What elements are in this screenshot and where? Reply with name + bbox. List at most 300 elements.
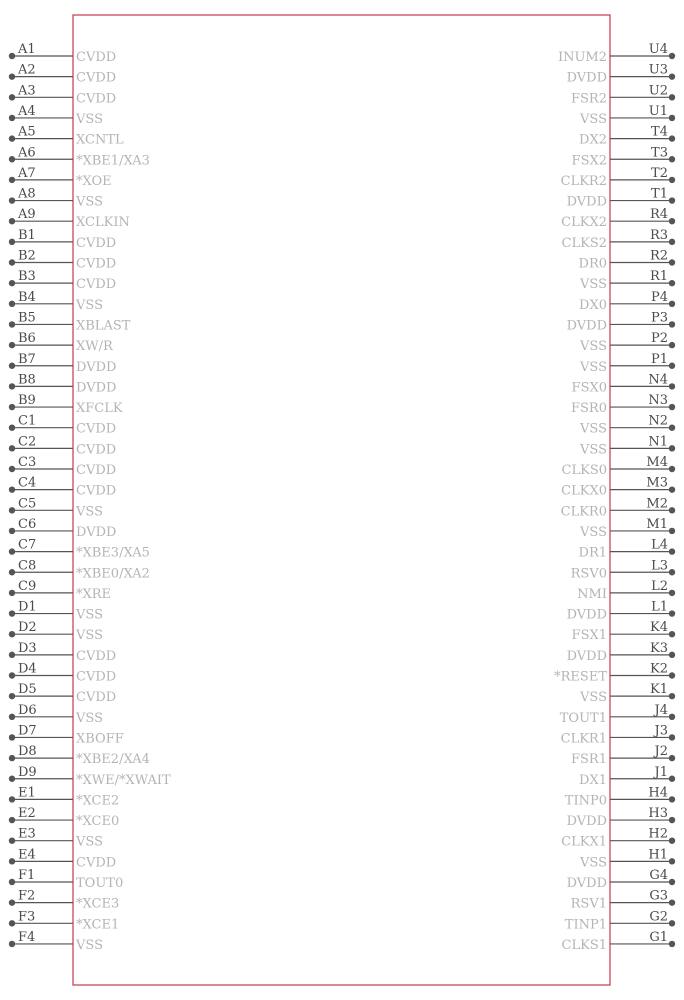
pin-number: D1 [18, 599, 37, 615]
pin-end-dot [669, 548, 675, 554]
pin-name: FSX2 [571, 153, 607, 169]
pin-end-dot [669, 693, 675, 699]
pin-end-dot [669, 899, 675, 905]
pin-end-dot [9, 135, 15, 141]
pin-end-dot [669, 445, 675, 451]
pin-end-dot [669, 652, 675, 658]
pin-end-dot [669, 342, 675, 348]
pin-end-dot [669, 817, 675, 823]
pin-number: M3 [646, 475, 668, 491]
pin-end-dot [9, 652, 15, 658]
left-pin [9, 269, 116, 292]
pin-number: L3 [651, 558, 668, 574]
left-pin [9, 42, 116, 65]
pin-end-dot [669, 218, 675, 224]
pin-end-dot [669, 383, 675, 389]
pin-number: B7 [18, 351, 36, 367]
pin-end-dot [669, 755, 675, 761]
pin-name: XCNTL [76, 132, 124, 148]
pin-name: VSS [76, 297, 103, 313]
pin-number: H4 [648, 785, 668, 801]
right-pin [560, 703, 675, 726]
pin-name: VSS [76, 710, 103, 726]
left-pin [9, 166, 112, 189]
pin-number: C8 [18, 558, 37, 574]
left-pin [9, 682, 116, 705]
pin-end-dot [669, 507, 675, 513]
pin-number: U4 [648, 42, 668, 57]
pin-end-dot [669, 135, 675, 141]
pin-number: T2 [651, 165, 668, 181]
pin-name: CLKX0 [561, 483, 607, 499]
pin-end-dot [669, 879, 675, 885]
pin-number: T3 [651, 145, 668, 161]
pin-name: VSS [76, 194, 103, 210]
pin-end-dot [669, 631, 675, 637]
pin-name: DVDD [566, 876, 607, 891]
pin-name: *XBE1/XA3 [76, 153, 150, 169]
pin-name: CLKX1 [561, 834, 607, 850]
pin-end-dot [9, 94, 15, 100]
pin-name: CLKR1 [560, 731, 607, 747]
pin-number: H2 [648, 826, 668, 842]
pin-name: CVDD [76, 648, 117, 664]
pin-name: CLKS2 [561, 235, 607, 251]
left-pin [9, 290, 103, 313]
pin-number: M1 [646, 516, 668, 532]
pin-number: F1 [18, 868, 36, 883]
right-pin [562, 930, 676, 953]
right-pin [562, 228, 676, 251]
pin-end-dot [9, 569, 15, 575]
pin-name: XBOFF [76, 731, 124, 747]
pin-end-dot [9, 776, 15, 782]
pin-name: *XRE [76, 586, 112, 602]
pin-name: VSS [580, 339, 607, 355]
pin-name: RSV0 [570, 566, 607, 582]
pin-end-dot [669, 466, 675, 472]
pin-end-dot [669, 177, 675, 183]
right-pin [571, 744, 675, 767]
left-pin [9, 806, 119, 829]
pin-number: A2 [18, 62, 36, 78]
right-pin [561, 723, 676, 746]
pin-name: *XCE2 [76, 793, 120, 809]
pin-name: DVDD [76, 380, 117, 396]
left-pin [9, 187, 103, 210]
pin-name: CVDD [76, 463, 117, 478]
pin-number: R1 [649, 269, 668, 285]
right-pin [561, 207, 675, 230]
right-pin [561, 166, 676, 189]
pin-name: FSR0 [571, 401, 607, 417]
pin-number: E2 [18, 806, 36, 822]
pin-end-dot [9, 817, 15, 823]
pin-end-dot [9, 301, 15, 307]
pin-name: CLKS1 [561, 937, 607, 953]
pin-end-dot [9, 177, 15, 183]
pin-name: XCLKIN [76, 215, 130, 231]
pin-name: DR0 [578, 256, 607, 272]
pin-number: J2 [654, 744, 668, 760]
right-pin [579, 538, 676, 561]
pin-number: K4 [650, 620, 668, 636]
pin-name: DX0 [579, 297, 607, 313]
pin-number: P1 [650, 351, 668, 367]
pin-end-dot [9, 714, 15, 720]
pin-end-dot [669, 920, 675, 926]
pin-number: C2 [18, 434, 37, 450]
pin-name: *XWE/*XWAIT [76, 772, 171, 788]
pin-number: B6 [18, 331, 36, 347]
pin-number: P2 [650, 331, 668, 347]
pin-number: P3 [650, 310, 668, 326]
pin-number: R2 [649, 248, 668, 264]
pin-number: C7 [18, 537, 37, 553]
right-pin [558, 42, 675, 65]
pin-name: VSS [76, 607, 103, 623]
right-pin [565, 909, 675, 932]
left-pin [9, 558, 150, 581]
right-pin [579, 269, 675, 292]
left-pin [9, 414, 116, 437]
pin-number: D4 [18, 661, 37, 677]
pin-end-dot [9, 280, 15, 286]
pin-end-dot [9, 218, 15, 224]
pin-number: K2 [650, 661, 668, 677]
left-pin [9, 620, 103, 643]
pin-number: R3 [649, 227, 668, 243]
pin-number: A8 [18, 186, 36, 202]
pin-name: DVDD [566, 70, 607, 86]
pin-name: CVDD [76, 669, 117, 685]
pin-end-dot [9, 342, 15, 348]
left-pin [9, 83, 116, 106]
pin-end-dot [9, 590, 15, 596]
pin-end-dot [669, 156, 675, 162]
left-pin [9, 249, 116, 272]
right-pin [579, 290, 675, 313]
pin-number: D8 [18, 744, 37, 760]
pin-end-dot [9, 755, 15, 761]
pin-end-dot [9, 693, 15, 699]
pin-number: A5 [18, 124, 36, 140]
pin-end-dot [669, 239, 675, 245]
pin-number: A6 [18, 145, 36, 161]
pin-number: D5 [18, 682, 37, 698]
pin-name: VSS [76, 628, 103, 644]
left-pin [9, 847, 116, 870]
pin-name: CVDD [76, 421, 117, 437]
pin-end-dot [669, 280, 675, 286]
pin-number: C4 [18, 475, 37, 491]
pin-number: G3 [649, 888, 668, 904]
pin-name: *XCE3 [76, 896, 120, 912]
pin-name: FSR1 [571, 752, 607, 768]
pin-end-dot [9, 631, 15, 637]
left-pin [9, 331, 114, 354]
pin-number: K1 [650, 682, 668, 698]
pin-name: DVDD [566, 648, 607, 664]
pin-number: U1 [648, 103, 668, 119]
right-pin [567, 641, 676, 664]
left-pin [9, 538, 150, 561]
pin-name: FSR2 [571, 91, 607, 107]
pin-name: *XCE1 [76, 917, 120, 933]
pin-end-dot [669, 590, 675, 596]
pin-name: XFCLK [76, 401, 123, 417]
left-pin [9, 517, 117, 540]
right-pin [579, 104, 675, 127]
pin-name: CLKR0 [560, 504, 607, 520]
pin-number: F3 [18, 909, 36, 925]
pin-name: DVDD [76, 359, 117, 375]
pin-number: C6 [18, 516, 37, 532]
pin-name: CVDD [76, 235, 117, 251]
pin-name: VSS [76, 111, 103, 127]
pin-number: J4 [654, 702, 668, 718]
pin-name: INUM2 [557, 50, 607, 65]
left-pin [9, 744, 150, 767]
right-pin [567, 600, 676, 623]
pin-end-dot [669, 404, 675, 410]
pin-name: VSS [580, 277, 607, 293]
pin-name: *XBE3/XA5 [76, 545, 150, 561]
pin-name: CLKX2 [561, 215, 607, 231]
left-pin [9, 352, 117, 375]
left-pin [9, 125, 124, 148]
left-pin [9, 600, 103, 623]
pin-end-dot [669, 569, 675, 575]
pin-end-dot [9, 425, 15, 431]
pin-number: A3 [18, 83, 36, 99]
pin-end-dot [9, 53, 15, 59]
right-pin [567, 310, 676, 333]
pin-name: DVDD [566, 194, 607, 210]
pin-name: *XBE2/XA4 [76, 752, 150, 768]
left-pin [9, 579, 111, 602]
right-pin [579, 682, 675, 705]
left-pin [9, 207, 130, 230]
pin-number: L2 [651, 578, 668, 594]
pin-number: N1 [648, 434, 668, 450]
pin-number: B1 [18, 227, 36, 243]
pin-end-dot [669, 528, 675, 534]
left-pin [9, 662, 116, 685]
pin-end-dot [9, 507, 15, 513]
right-pin [567, 187, 676, 210]
pin-number: A1 [18, 42, 36, 57]
left-pin [9, 372, 117, 395]
right-pin [572, 145, 676, 168]
pin-name: VSS [76, 504, 103, 520]
pin-name: TOUT1 [559, 710, 607, 726]
left-pin [9, 310, 131, 333]
left-pin [9, 434, 116, 457]
left-pin [9, 476, 116, 499]
pin-number: N3 [648, 393, 668, 409]
pin-number: D6 [18, 702, 37, 718]
pin-name: NMI [577, 586, 607, 602]
pin-number: U2 [648, 83, 668, 99]
right-pin [579, 352, 675, 375]
pin-name: DR1 [578, 545, 607, 561]
left-pin [9, 889, 119, 912]
right-pin [571, 83, 675, 106]
pin-number: A4 [18, 103, 36, 119]
left-pin [9, 455, 116, 478]
pin-end-dot [669, 734, 675, 740]
pin-number: C9 [18, 578, 37, 594]
pin-number: M2 [646, 496, 668, 512]
right-pin-group [554, 42, 675, 953]
pin-number: G1 [649, 929, 668, 945]
pin-name: CLKR2 [560, 173, 607, 189]
ic-body-outline [73, 15, 610, 985]
pin-end-dot [669, 858, 675, 864]
right-pin [565, 785, 675, 808]
pin-end-dot [669, 425, 675, 431]
pin-number: T4 [651, 124, 668, 140]
pin-end-dot [9, 486, 15, 492]
pin-name: VSS [580, 421, 607, 437]
left-pin [9, 496, 103, 519]
right-pin [579, 414, 675, 437]
pin-end-dot [669, 610, 675, 616]
pin-number: L4 [651, 537, 668, 553]
right-pin [579, 434, 675, 457]
pin-name: VSS [580, 524, 607, 540]
right-pin [567, 63, 676, 86]
pin-end-dot [9, 610, 15, 616]
pin-name: VSS [580, 359, 607, 375]
pin-name: XBLAST [76, 318, 131, 334]
pin-name: CVDD [76, 855, 117, 871]
pin-number: D3 [18, 640, 37, 656]
pin-number: U3 [648, 62, 668, 78]
pin-number: G2 [649, 909, 668, 925]
pin-name: FSX1 [571, 628, 607, 644]
pin-name: TINP0 [564, 793, 607, 809]
pin-name: VSS [76, 834, 103, 850]
pin-number: P4 [650, 289, 668, 305]
pin-name: CVDD [76, 277, 117, 293]
pin-end-dot [9, 321, 15, 327]
pin-number: H1 [648, 847, 668, 863]
pin-number: F4 [18, 929, 36, 945]
pin-number: M4 [646, 455, 668, 470]
pin-end-dot [669, 197, 675, 203]
pin-end-dot [669, 486, 675, 492]
right-pin [561, 476, 675, 499]
left-pin [9, 104, 103, 127]
right-pin [554, 662, 675, 685]
pin-number: E1 [18, 785, 36, 801]
pin-end-dot [9, 838, 15, 844]
pin-end-dot [669, 94, 675, 100]
pin-name: CVDD [76, 50, 117, 65]
pin-number: A7 [18, 165, 36, 181]
pin-name: RSV1 [570, 896, 607, 912]
pin-end-dot [9, 796, 15, 802]
pin-number: D2 [18, 620, 37, 636]
pin-name: CVDD [76, 256, 117, 272]
right-pin [567, 806, 676, 829]
pin-end-dot [669, 714, 675, 720]
pin-name: DVDD [566, 318, 607, 334]
pin-end-dot [9, 466, 15, 472]
pin-end-dot [9, 879, 15, 885]
pin-end-dot [9, 197, 15, 203]
pin-name: FSX0 [571, 380, 607, 396]
pin-number: B9 [18, 393, 36, 409]
pin-end-dot [9, 548, 15, 554]
pin-end-dot [669, 115, 675, 121]
pin-number: J1 [654, 764, 668, 780]
left-pin [9, 868, 123, 891]
right-pin [579, 125, 675, 148]
pin-name: CVDD [76, 70, 117, 86]
right-pin [561, 496, 676, 519]
pin-number: T1 [651, 186, 668, 202]
left-pin-group [9, 42, 171, 953]
right-pin [579, 249, 676, 272]
pin-end-dot [9, 734, 15, 740]
pin-number: B8 [18, 372, 36, 388]
pin-name: VSS [76, 937, 103, 953]
pin-name: TOUT0 [76, 876, 124, 891]
right-pin [571, 558, 676, 581]
pin-number: C5 [18, 496, 37, 512]
pin-number: R4 [649, 207, 668, 223]
pin-name: DX2 [579, 132, 607, 148]
pin-end-dot [9, 156, 15, 162]
pin-end-dot [669, 73, 675, 79]
pin-number: J3 [654, 723, 668, 739]
right-pin [567, 868, 676, 891]
pin-end-dot [669, 259, 675, 265]
pin-name: *RESET [554, 669, 607, 685]
left-pin [9, 393, 123, 416]
pin-end-dot [669, 796, 675, 802]
pin-end-dot [9, 383, 15, 389]
pin-end-dot [9, 858, 15, 864]
pin-name: CVDD [76, 690, 117, 706]
pin-end-dot [669, 941, 675, 947]
pin-number: E3 [18, 826, 36, 842]
pin-number: G4 [649, 868, 668, 883]
pin-name: TINP1 [564, 917, 607, 933]
pin-end-dot [9, 672, 15, 678]
pin-end-dot [9, 920, 15, 926]
pin-name: VSS [580, 855, 607, 871]
left-pin [9, 723, 124, 746]
pin-end-dot [9, 445, 15, 451]
pin-name: CVDD [76, 91, 117, 107]
pin-name: *XOE [76, 173, 112, 189]
pin-name: *XBE0/XA2 [76, 566, 150, 582]
pin-end-dot [9, 528, 15, 534]
pin-end-dot [669, 321, 675, 327]
right-pin [562, 455, 676, 478]
right-pin [577, 579, 675, 602]
right-pin [579, 517, 675, 540]
right-pin [561, 827, 675, 850]
pin-number: K3 [650, 640, 668, 656]
pin-number: D7 [18, 723, 37, 739]
pin-name: DVDD [566, 607, 607, 623]
pin-number: C3 [18, 455, 37, 470]
